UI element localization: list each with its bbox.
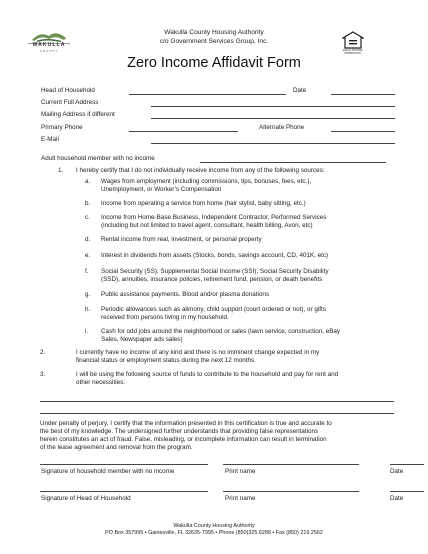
alternate-phone-label: Alternate Phone xyxy=(259,124,305,131)
date-line-2[interactable] xyxy=(390,491,424,492)
item3-line2: other necessities: xyxy=(76,379,126,386)
current-address-field[interactable] xyxy=(151,106,395,107)
head-of-household-signature-label: Signature of Head of Household xyxy=(41,495,131,502)
footer xyxy=(0,523,428,537)
date-label: Date xyxy=(293,87,307,94)
source-e xyxy=(101,252,401,260)
source-c-line1: Income from Home-Base Business, Independent Contractor, Performed Services xyxy=(101,214,327,221)
head-of-household-signature-line[interactable] xyxy=(40,491,208,492)
page-title: Zero Income Affidavit Form xyxy=(127,55,301,71)
item3-line1: I will be using the following source of funds to contribute to the household and pay for rent and xyxy=(76,371,339,378)
source-i-line1: Cash for odd jobs around the neighborhood or sales (lawn service, construction, eBay xyxy=(101,328,341,335)
funds-source-line-1[interactable] xyxy=(40,401,394,402)
print-name-label-1: Print name xyxy=(225,468,256,475)
source-c-line2: (including but not limited to travel agent, consultant, health billing, Avon, etc) xyxy=(101,222,313,229)
mailing-address-field[interactable] xyxy=(151,118,395,119)
source-g-letter: g. xyxy=(85,291,91,298)
source-f xyxy=(101,268,401,284)
item2-number: 2. xyxy=(40,349,46,356)
footer-line1: Wakulla County Housing Authority xyxy=(173,523,255,529)
primary-phone-label: Primary Phone xyxy=(41,124,83,131)
funds-source-line-2[interactable] xyxy=(40,413,394,414)
logo-subtext: COUNTY xyxy=(39,49,59,53)
source-i-letter: i. xyxy=(85,328,89,335)
source-h xyxy=(101,306,401,322)
date-label-2: Date xyxy=(390,495,404,502)
alternate-phone-field[interactable] xyxy=(331,131,395,132)
org-line1: Wakulla County Housing Authority xyxy=(164,29,264,36)
print-name-label-2: Print name xyxy=(225,495,256,502)
source-h-line1: Periodic allowances such as alimony, child support (court ordered or not), or gifts xyxy=(101,306,326,313)
item3-number: 3. xyxy=(40,371,46,378)
source-h-line2: received from persons living in my household. xyxy=(101,314,229,321)
perjury-line3: herein constitutes an act of fraud. False, misleading, or incomplete information can result in termination xyxy=(40,436,327,443)
date-field[interactable] xyxy=(331,94,395,95)
item3-text xyxy=(76,371,416,387)
item1-text: I hereby certify that I do not individually receive income from any of the following sources: xyxy=(76,167,325,174)
perjury-line1: Under penalty of perjury, I certify that the information presented in this certification is true and accurate to xyxy=(40,420,332,427)
print-name-line-2[interactable] xyxy=(223,491,359,492)
source-e-letter: e. xyxy=(85,252,91,259)
source-g xyxy=(101,291,401,299)
source-b xyxy=(101,200,401,208)
item1-number: 1. xyxy=(58,167,64,174)
source-i-line2: Sales, Newspaper ads sales) xyxy=(101,336,183,343)
item2-line1: I currently have no income of any kind and there is no imminent change expected in my xyxy=(76,349,320,356)
date-label-1: Date xyxy=(390,468,404,475)
source-c-letter: c. xyxy=(85,214,90,221)
item2-text xyxy=(76,349,406,365)
footer-line2: PO Box 357995 • Gainesville, FL 32635-7995 • Phone (850)325.6288 • Fax (850) 219.2562 xyxy=(105,530,323,536)
source-d-letter: d. xyxy=(85,236,91,243)
logo-text: WAKULLA xyxy=(32,42,66,48)
source-a-letter: a. xyxy=(85,178,91,185)
perjury-statement xyxy=(40,420,410,452)
mailing-address-label: Mailing Address if different xyxy=(41,111,115,118)
source-a-line2: Unemployment, or Worker’s Compensation xyxy=(101,186,222,193)
source-e-line1: Interest in dividends from assets (Stocks, bonds, savings account, CD, 401K, etc) xyxy=(101,252,329,259)
current-address-label: Current Full Address xyxy=(41,99,99,106)
source-a xyxy=(101,178,401,194)
source-g-line1: Public assistance payments. Blood and/or plasma donations xyxy=(101,291,270,298)
equal-housing-icon xyxy=(342,31,364,55)
source-f-letter: f. xyxy=(85,268,89,275)
source-a-line1: Wages from employment (including commissions, tips, bonuses, fees, etc.), xyxy=(101,178,312,185)
source-h-letter: h. xyxy=(85,306,91,313)
perjury-line4: of the lease agreement and removal from the program. xyxy=(40,444,193,451)
head-of-household-label: Head of Household xyxy=(41,87,95,94)
source-b-letter: b. xyxy=(85,200,91,207)
household-member-signature-line[interactable] xyxy=(40,464,208,465)
source-d-line1: Rental income from real, investment, or personal property xyxy=(101,236,262,243)
source-b-line1: Income from operating a service from home (hair stylist, baby sitting, etc.) xyxy=(101,200,306,207)
print-name-line-1[interactable] xyxy=(223,464,359,465)
source-f-line2: (SSD), annuities, insurance policies, retirement fund, pension, or death benefits xyxy=(101,276,323,283)
adult-member-field[interactable] xyxy=(200,162,386,163)
source-i xyxy=(101,328,401,344)
eho-label: EQUAL HOUSING OPPORTUNITY xyxy=(343,49,363,55)
primary-phone-field[interactable] xyxy=(129,131,238,132)
source-f-line1: Social Security (SS), Supplemental Social Income (SSI), Social Security Disability xyxy=(101,268,329,275)
perjury-line2: the best of my knowledge. The undersigned further understands that providing false representations xyxy=(40,428,319,435)
item2-line2: financial status or employment status during the next 12 months. xyxy=(76,357,256,364)
org-line2: c/o Government Services Group, Inc. xyxy=(159,38,269,45)
email-field[interactable] xyxy=(151,143,395,144)
head-of-household-field[interactable] xyxy=(129,94,286,95)
adult-member-label: Adult household member with no income xyxy=(41,155,155,162)
source-c xyxy=(101,214,401,230)
date-line-1[interactable] xyxy=(390,464,424,465)
source-d xyxy=(101,236,401,244)
household-member-signature-label: Signature of household member with no income xyxy=(41,468,175,475)
email-label: E-Mail xyxy=(41,136,59,143)
